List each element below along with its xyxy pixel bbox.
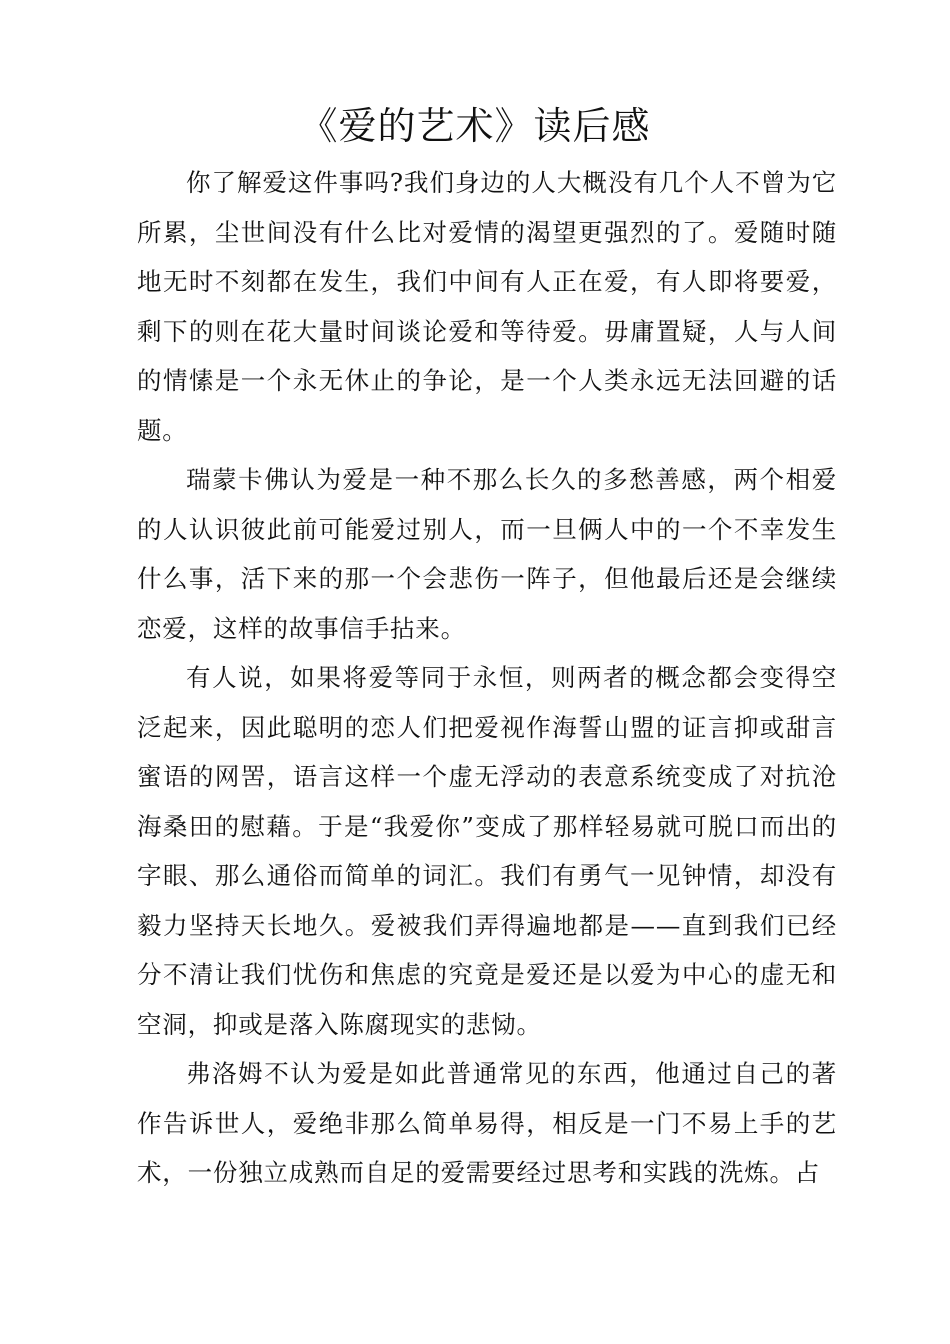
paragraph: 你了解爱这件事吗?我们身边的人大概没有几个人不曾为它所累，尘世间没有什么比对爱情的渴望更强烈的了。爱随时随地无时不刻都在发生，我们中间有人正在爱，有人即将要爱，剩下的则在花大量时间谈论爱和等待爱。毋庸置疑，人与人间的情愫是一个永无休止的争论，是一个人类永远无法回避的话题。 <box>137 168 837 445</box>
paragraph: 弗洛姆不认为爱是如此普通常见的东西，他通过自己的著作告诉世人，爱绝非那么简单易得，相反是一门不易上手的艺术，一份独立成熟而自足的爱需要经过思考和实践的洗炼。占 <box>137 1059 837 1187</box>
paragraph: 瑞蒙卡佛认为爱是一种不那么长久的多愁善感，两个相爱的人认识彼此前可能爱过别人，而一旦俩人中的一个不幸发生什么事，活下来的那一个会悲伤一阵子，但他最后还是会继续恋爱，这样的故事信手拈来。 <box>137 465 837 643</box>
paragraph: 有人说，如果将爱等同于永恒，则两者的概念都会变得空泛起来，因此聪明的恋人们把爱视作海誓山盟的证言抑或甜言蜜语的网罟，语言这样一个虚无浮动的表意系统变成了对抗沧海桑田的慰藉。于是“我爱你”变成了那样轻易就可脱口而出的字眼、那么通俗而简单的词汇。我们有勇气一见钟情，却没有毅力坚持天长地久。爱被我们弄得遍地都是——直到我们已经分不清让我们忧伤和焦虑的究竟是爱还是以爱为中心的虚无和空洞，抑或是落入陈腐现实的悲恸。 <box>137 663 837 1039</box>
document-title: 《爱的艺术》读后感 <box>299 104 651 148</box>
document-body <box>137 158 837 1198</box>
